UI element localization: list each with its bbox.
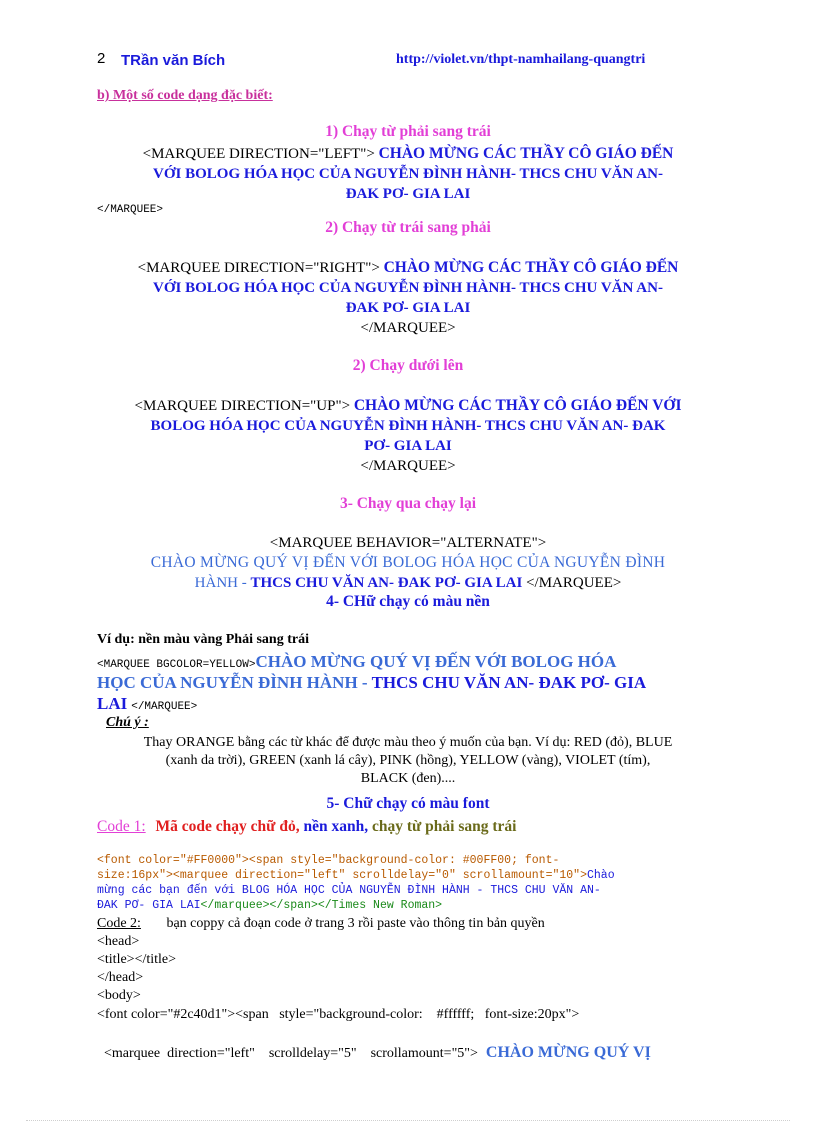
s1-tag-close: </MARQUEE>	[97, 204, 164, 216]
s3-text-a: CHÀO MỪNG CÁC THẦY CÔ GIÁO ĐẾN VỚI	[353, 397, 682, 414]
code1-desc-a: Mã code chạy chữ đỏ,	[155, 818, 300, 835]
code-line-3: mừng các bạn đến với BLOG HÓA HỌC CỦA NGUYỄN ĐÌNH HÀNH - THCS CHU VĂN AN-	[97, 884, 601, 897]
s4-tag-open: <MARQUEE BEHAVIOR="ALTERNATE">	[269, 535, 547, 551]
s1-text-c: ĐAK PƠ- GIA LAI	[345, 186, 471, 202]
s2-text-c: ĐAK PƠ- GIA LAI	[345, 300, 471, 316]
code-line-2b: Chào	[586, 869, 615, 882]
code1-label: Code 1:	[97, 818, 146, 835]
code2-desc: bạn coppy cả đoạn code ở trang 3 rồi paste vào thông tin bản quyền	[166, 916, 545, 931]
page-number: 2	[97, 50, 106, 67]
s3-text-c: PƠ- GIA LAI	[364, 438, 452, 454]
code2-marquee-tag: <marquee direction="left" scrolldelay="5" scrollamount="5">	[104, 1046, 478, 1061]
code1-desc-c: chạy từ phải sang trái	[371, 818, 517, 835]
s6-code1-heading	[97, 818, 516, 836]
s5-text-d: LAI	[97, 694, 128, 713]
s4-tag-close: </MARQUEE>	[526, 575, 622, 591]
s1-title: 1) Chạy từ phải sang trái	[325, 123, 491, 140]
code2-row	[97, 915, 545, 933]
s2-tag-open: <MARQUEE DIRECTION="RIGHT">	[137, 260, 380, 276]
s3-tag-open: <MARQUEE DIRECTION="UP">	[134, 398, 351, 414]
s4-line3	[97, 573, 719, 593]
code2-line-marquee	[97, 1026, 651, 1063]
section-title: b) Một số code dạng đặc biết:	[97, 88, 273, 103]
s4-text-c: THCS CHU VĂN AN- ĐAK PƠ- GIA LAI	[250, 575, 523, 591]
code2-label: Code 2:	[97, 916, 141, 931]
s3-tag-close: </MARQUEE>	[360, 458, 456, 474]
code2-line-endhead: </head>	[97, 970, 144, 985]
s1-tag-open: <MARQUEE DIRECTION="LEFT">	[142, 146, 375, 162]
s3-title: 2) Chạy dưới lên	[352, 357, 464, 374]
s5-example-label: Ví dụ: nền màu vàng Phải sang trái	[97, 632, 309, 647]
code2-line-title: <title></title>	[97, 952, 177, 967]
s3-text-b: BOLOG HÓA HỌC CỦA NGUYỄN ĐÌNH HÀNH- THCS CHU VĂN AN- ĐAK	[150, 418, 666, 434]
s4-title: 3- Chạy qua chạy lại	[339, 495, 477, 512]
s4-text-b: HÀNH -	[194, 575, 247, 591]
s4-text-a: CHÀO MỪNG QUÝ VỊ ĐẾN VỚI BOLOG HÓA HỌC CỦA NGUYỄN ĐÌNH	[150, 554, 666, 571]
s5-note-line3: BLACK (đen)....	[360, 771, 456, 786]
s1-line1	[97, 144, 719, 164]
code2-line-head: <head>	[97, 934, 140, 949]
s5-text-b: HỌC CỦA NGUYỄN ĐÌNH HÀNH -	[97, 673, 368, 692]
code-line-2	[97, 868, 719, 883]
s6-title: 5- Chữ chạy có màu font	[326, 795, 490, 812]
s1-text-b: VỚI BOLOG HÓA HỌC CỦA NGUYỄN ĐÌNH HÀNH- THCS CHU VĂN AN-	[153, 166, 663, 182]
page-bottom-divider	[26, 1120, 790, 1121]
code-line-4	[97, 898, 719, 913]
s3-line1	[97, 396, 719, 416]
s5-line2	[97, 672, 727, 694]
code-line-2a: size:16px"><marquee direction="left" scrolldelay="0" scrollamount="10">	[97, 869, 587, 882]
s5-text-a: CHÀO MỪNG QUÝ VỊ ĐẾN VỚI BOLOG HÓA	[255, 652, 617, 671]
author-name: TRần văn Bích	[121, 52, 226, 69]
code-line-1: <font color="#FF0000"><span style="background-color: #00FF00; font-	[97, 854, 560, 867]
s2-tag-close: </MARQUEE>	[360, 320, 456, 336]
s5-text-c: THCS CHU VĂN AN- ĐAK PƠ- GIA	[371, 673, 647, 692]
s1-text-a: CHÀO MỪNG CÁC THẦY CÔ GIÁO ĐẾN	[378, 145, 674, 162]
s5-tag-open: <MARQUEE BGCOLOR=YELLOW>	[97, 659, 256, 671]
s5-note-line1: Thay ORANGE bằng các từ khác để được màu theo ý muốn của bạn. Ví dụ: RED (đỏ), BLUE	[143, 735, 673, 750]
code2-line-font: <font color="#2c40d1"><span style="background-color: #ffffff; font-size:20px">	[97, 1007, 580, 1022]
code-line-4a: ĐAK PƠ- GIA LAI	[97, 899, 201, 912]
code2-line-body: <body>	[97, 988, 141, 1003]
s2-text-a: CHÀO MỪNG CÁC THẦY CÔ GIÁO ĐẾN	[383, 259, 679, 276]
s5-note-label: Chú ý :	[106, 715, 149, 730]
s2-text-b: VỚI BOLOG HÓA HỌC CỦA NGUYỄN ĐÌNH HÀNH- THCS CHU VĂN AN-	[153, 280, 663, 296]
s2-line1	[97, 258, 719, 278]
header-url[interactable]: http://violet.vn/thpt-namhailang-quangtri	[396, 52, 646, 67]
code-line-4b: </marquee></span></Times New Roman>	[200, 899, 443, 912]
code2-marquee-text: CHÀO MỪNG QUÝ VỊ	[485, 1044, 651, 1061]
code1-desc-b: nền xanh,	[303, 818, 369, 835]
s2-title: 2) Chạy từ trái sang phải	[325, 219, 491, 236]
s5-tag-close: </MARQUEE>	[131, 701, 198, 713]
s5-title: 4- CHữ chạy có màu nền	[326, 593, 490, 610]
s5-note-line2: (xanh da trời), GREEN (xanh lá cây), PINK (hồng), YELLOW (vàng), VIOLET (tím),	[165, 753, 651, 768]
